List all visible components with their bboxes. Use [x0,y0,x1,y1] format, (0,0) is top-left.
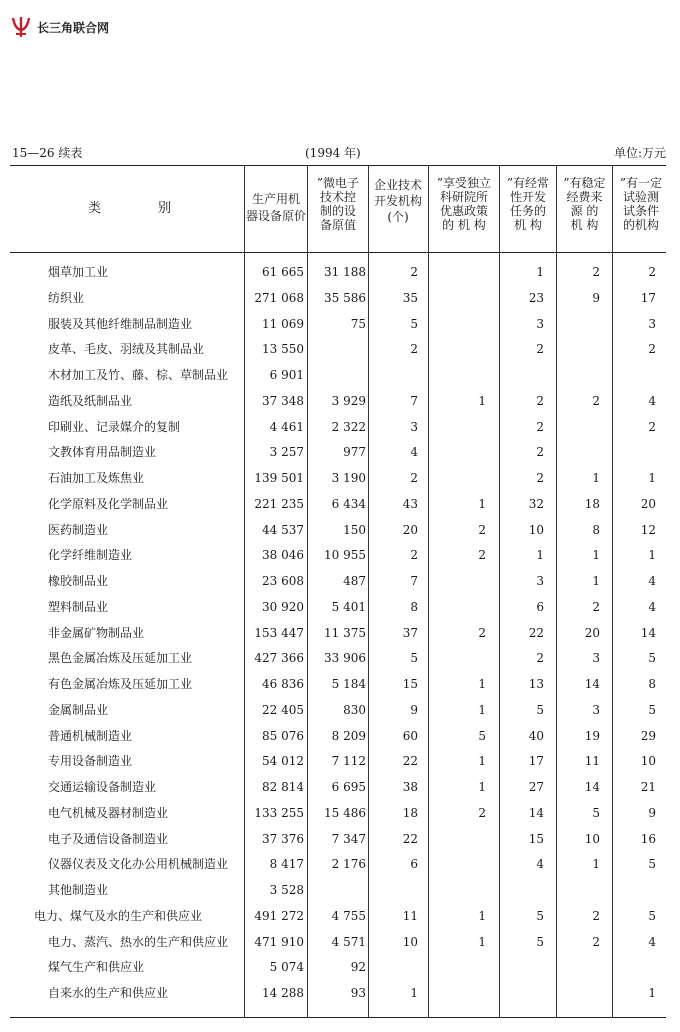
cell-rnd-institutions: 11 [402,908,418,923]
cell-regular-development-count: 2 [536,342,544,357]
cell-stable-funding-count: 2 [592,265,600,279]
cell-testing-conditions-count: 5 [648,702,656,717]
cell-regular-development-count: 2 [536,471,544,485]
table-row [0,440,680,464]
table-row [0,672,680,696]
cell-microelectronic-value: 93 [350,986,366,1000]
cell-regular-development-count: 2 [536,419,544,434]
table-row [0,389,680,413]
cell-testing-conditions-count: 3 [648,316,656,331]
cell-preferential-policy-count: 1 [478,702,486,717]
row-category-name: 服装及其他纤维制品制造业 [48,316,193,331]
table-row [0,415,680,439]
cell-preferential-policy-count [428,827,486,851]
cell-equipment-value: 471 910 [254,934,304,949]
cell-rnd-institutions: 3 [410,419,418,434]
cell-regular-development-count: 32 [528,496,544,511]
table-row [0,492,680,516]
cell-equipment-value: 133 255 [254,805,304,820]
cell-regular-development-count: 15 [528,831,544,846]
cell-rnd-institutions: 22 [402,754,418,769]
row-category-name: 橡胶制品业 [48,574,109,588]
cell-testing-conditions-count: 8 [648,677,656,691]
cell-stable-funding-count: 10 [584,831,600,846]
row-category-name: 木材加工及竹、藤、棕、草制品业 [48,368,229,382]
cell-microelectronic-value [309,363,366,387]
cell-stable-funding-count: 8 [592,522,600,537]
cell-preferential-policy-count [428,981,486,1005]
cell-microelectronic-value: 31 188 [324,265,366,279]
cell-stable-funding-count [556,415,600,439]
cell-preferential-policy-count [428,286,486,310]
cell-microelectronic-value: 4 755 [331,908,366,923]
header-rnd-institutions: 企业技术 开发机构 (个) [373,178,422,224]
cell-preferential-policy-count [428,260,486,284]
cell-stable-funding-count: 1 [592,857,600,872]
cell-preferential-policy-count [428,337,486,361]
cell-stable-funding-count: 1 [592,548,600,563]
cell-regular-development-count: 13 [528,677,544,691]
cell-stable-funding-count: 18 [584,496,600,511]
cell-rnd-institutions: 38 [402,780,418,794]
cell-testing-conditions-count: 4 [648,574,656,588]
cell-equipment-value: 14 288 [262,986,304,1000]
cell-stable-funding-count: 11 [584,754,600,769]
table-row [0,569,680,593]
cell-rnd-institutions: 4 [410,445,418,460]
cell-regular-development-count [498,363,544,387]
cell-equipment-value: 271 068 [254,290,304,305]
cell-rnd-institutions: 8 [410,599,418,614]
cell-testing-conditions-count [614,363,656,387]
cell-preferential-policy-count: 1 [478,908,486,923]
table-row [0,904,680,928]
header-regular-development: ”有经常 性开发 任务的 机 构 [506,176,550,232]
cell-stable-funding-count: 3 [592,651,600,666]
cell-microelectronic-value: 5 401 [331,599,366,614]
cell-rnd-institutions: 2 [410,342,418,357]
cell-equipment-value: 22 405 [262,702,304,717]
row-category-name: 医药制造业 [48,522,109,537]
cell-microelectronic-value: 7 347 [331,831,366,846]
cell-rnd-institutions: 2 [410,265,418,279]
cell-stable-funding-count [556,312,600,336]
cell-microelectronic-value: 35 586 [324,290,366,305]
table-row [0,749,680,773]
cell-rnd-institutions: 7 [410,574,418,588]
cell-rnd-institutions [370,363,418,387]
row-category-name: 造纸及纸制品业 [48,393,133,408]
cell-preferential-policy-count: 2 [478,548,486,563]
cell-regular-development-count: 1 [536,265,544,279]
cell-preferential-policy-count [428,466,486,490]
cell-regular-development-count: 40 [528,728,544,743]
cell-rnd-institutions: 18 [402,805,418,820]
table-row [0,775,680,799]
row-category-name: 交通运输设备制造业 [48,780,157,794]
cell-rnd-institutions: 2 [410,548,418,563]
cell-microelectronic-value: 10 955 [324,548,366,563]
cell-microelectronic-value: 6 434 [331,496,366,511]
cell-stable-funding-count [556,981,600,1005]
cell-rnd-institutions [370,955,418,979]
table-row [0,337,680,361]
cell-testing-conditions-count: 14 [640,625,656,640]
cell-testing-conditions-count: 5 [648,857,656,872]
row-category-name: 非金属矿物制品业 [48,625,145,640]
cell-regular-development-count: 10 [528,522,544,537]
cell-regular-development-count [498,981,544,1005]
cell-testing-conditions-count [614,955,656,979]
row-category-name: 煤气生产和供应业 [48,960,145,975]
table-number: 15—26 续表 [12,146,83,160]
cell-preferential-policy-count [428,440,486,464]
cell-testing-conditions-count: 5 [648,651,656,666]
cell-equipment-value: 54 012 [262,754,304,769]
cell-equipment-value: 427 366 [254,651,304,666]
cell-rnd-institutions: 22 [402,831,418,846]
cell-microelectronic-value: 11 375 [324,625,366,640]
cell-rnd-institutions: 6 [410,857,418,872]
table-row [0,801,680,825]
cell-preferential-policy-count: 2 [478,625,486,640]
cell-microelectronic-value [309,878,366,902]
cell-rnd-institutions: 7 [410,393,418,408]
table-row [0,286,680,310]
row-category-name: 电力、煤气及水的生产和供应业 [34,908,203,923]
table-top-rule [10,165,666,166]
cell-microelectronic-value: 33 906 [324,651,366,666]
cell-rnd-institutions: 20 [402,522,418,537]
cell-equipment-value: 3 257 [269,445,304,460]
cell-equipment-value: 61 665 [262,265,304,279]
cell-regular-development-count: 2 [536,393,544,408]
cell-stable-funding-count: 14 [584,780,600,794]
cell-equipment-value: 6 901 [269,368,304,382]
table-row [0,724,680,748]
cell-equipment-value: 5 074 [269,960,304,975]
cell-microelectronic-value: 2 322 [331,419,366,434]
cell-microelectronic-value: 15 486 [324,805,366,820]
cell-stable-funding-count: 2 [592,908,600,923]
cell-stable-funding-count: 2 [592,934,600,949]
table-row [0,260,680,284]
cell-stable-funding-count [556,878,600,902]
cell-rnd-institutions: 5 [410,651,418,666]
cell-preferential-policy-count [428,595,486,619]
cell-microelectronic-value: 8 209 [331,728,366,743]
cell-stable-funding-count [556,363,600,387]
cell-preferential-policy-count: 1 [478,754,486,769]
cell-regular-development-count: 5 [536,934,544,949]
table-row [0,930,680,954]
row-category-name: 文教体育用品制造业 [48,445,157,460]
cell-regular-development-count: 2 [536,651,544,666]
cell-preferential-policy-count [428,852,486,876]
cell-regular-development-count: 1 [536,548,544,563]
cell-microelectronic-value: 75 [350,316,366,331]
table-year: (1994 年) [305,146,361,160]
cell-preferential-policy-count: 1 [478,393,486,408]
cell-testing-conditions-count: 10 [640,754,656,769]
cell-rnd-institutions: 9 [410,702,418,717]
cell-testing-conditions-count: 4 [648,934,656,949]
row-category-name: 自来水的生产和供应业 [48,986,169,1000]
cell-microelectronic-value: 3 929 [331,393,366,408]
cell-microelectronic-value: 4 571 [331,934,366,949]
cell-stable-funding-count: 14 [584,677,600,691]
table-row [0,981,680,1005]
cell-testing-conditions-count: 1 [648,986,656,1000]
cell-equipment-value: 38 046 [262,548,304,563]
table-row [0,621,680,645]
cell-regular-development-count: 3 [536,574,544,588]
cell-rnd-institutions: 15 [402,677,418,691]
cell-equipment-value: 13 550 [262,342,304,357]
cell-stable-funding-count [556,337,600,361]
table-row [0,543,680,567]
table-row [0,878,680,902]
cell-equipment-value: 23 608 [262,574,304,588]
cell-equipment-value: 85 076 [262,728,304,743]
cell-microelectronic-value: 2 176 [331,857,366,872]
row-category-name: 塑料制品业 [48,599,109,614]
row-category-name: 专用设备制造业 [48,754,133,769]
cell-testing-conditions-count: 5 [648,908,656,923]
row-category-name: 电子及通信设备制造业 [48,831,169,846]
cell-testing-conditions-count: 4 [648,393,656,408]
row-category-name: 纺织业 [48,290,85,305]
cell-regular-development-count: 5 [536,908,544,923]
row-category-name: 其他制造业 [48,883,109,897]
cell-testing-conditions-count: 1 [648,548,656,563]
cell-regular-development-count [498,878,544,902]
cell-stable-funding-count [556,955,600,979]
cell-equipment-value: 221 235 [254,496,304,511]
cell-preferential-policy-count: 1 [478,496,486,511]
table-row [0,518,680,542]
table-row [0,955,680,979]
cell-equipment-value: 3 528 [269,883,304,897]
table-row [0,363,680,387]
cell-regular-development-count: 4 [536,857,544,872]
cell-regular-development-count: 2 [536,445,544,460]
cell-microelectronic-value: 3 190 [331,471,366,485]
site-logo [10,14,109,40]
cell-preferential-policy-count: 1 [478,934,486,949]
cell-regular-development-count: 17 [528,754,544,769]
cell-stable-funding-count: 19 [584,728,600,743]
table-row [0,852,680,876]
row-category-name: 石油加工及炼焦业 [48,471,145,485]
cell-equipment-value: 491 272 [254,908,304,923]
row-category-name: 皮革、毛皮、羽绒及其制品业 [48,342,205,357]
cell-rnd-institutions [370,878,418,902]
cell-testing-conditions-count: 12 [640,522,656,537]
cell-microelectronic-value: 6 695 [331,780,366,794]
cell-equipment-value: 82 814 [262,780,304,794]
cell-equipment-value: 11 069 [262,316,304,331]
cell-preferential-policy-count [428,569,486,593]
cell-preferential-policy-count [428,415,486,439]
cell-regular-development-count: 14 [528,805,544,820]
cell-microelectronic-value: 487 [343,574,366,588]
cell-equipment-value: 30 920 [262,599,304,614]
logo-mark-icon [10,15,32,39]
cell-rnd-institutions: 37 [402,625,418,640]
cell-testing-conditions-count [614,878,656,902]
row-category-name: 黑色金属冶炼及压延加工业 [48,651,193,666]
header-microelectronic-value: ”微电子 技术控 制的设 备原值 [316,176,360,232]
cell-stable-funding-count: 1 [592,574,600,588]
table-row [0,698,680,722]
cell-preferential-policy-count [428,312,486,336]
cell-stable-funding-count [556,440,600,464]
cell-stable-funding-count: 2 [592,599,600,614]
cell-rnd-institutions: 10 [402,934,418,949]
table-row [0,646,680,670]
cell-preferential-policy-count [428,646,486,670]
table-unit: 单位:万元 [613,146,666,160]
cell-regular-development-count: 23 [528,290,544,305]
row-category-name: 电气机械及器材制造业 [48,805,169,820]
cell-stable-funding-count: 5 [592,805,600,820]
cell-testing-conditions-count: 2 [648,419,656,434]
cell-testing-conditions-count: 1 [648,471,656,485]
cell-preferential-policy-count: 1 [478,780,486,794]
row-category-name: 化学原料及化学制品业 [48,496,169,511]
row-category-name: 电力、蒸汽、热水的生产和供应业 [48,934,229,949]
cell-regular-development-count: 22 [528,625,544,640]
logo-text: 长三角联合网 [37,20,110,35]
cell-equipment-value: 37 348 [262,393,304,408]
cell-preferential-policy-count [428,363,486,387]
cell-equipment-value: 4 461 [269,419,304,434]
cell-microelectronic-value: 7 112 [331,754,366,769]
cell-equipment-value: 44 537 [262,522,304,537]
cell-stable-funding-count: 20 [584,625,600,640]
cell-rnd-institutions: 35 [402,290,418,305]
table-bottom-rule [10,1017,666,1018]
cell-testing-conditions-count: 4 [648,599,656,614]
header-preferential-policy: ”享受独立 科研院所 优惠政策 的 机 构 [436,176,492,232]
cell-preferential-policy-count: 2 [478,805,486,820]
cell-testing-conditions-count: 2 [648,342,656,357]
table-row [0,595,680,619]
row-category-name: 仪器仪表及文化办公用机械制造业 [48,857,229,872]
cell-microelectronic-value: 830 [343,702,366,717]
cell-equipment-value: 139 501 [254,471,304,485]
cell-stable-funding-count: 3 [592,702,600,717]
cell-rnd-institutions: 2 [410,471,418,485]
cell-regular-development-count [498,955,544,979]
row-category-name: 金属制品业 [48,702,109,717]
header-stable-funding: ”有稳定 经费来 源 的 机 构 [563,176,606,232]
cell-rnd-institutions: 43 [402,496,418,511]
cell-microelectronic-value: 92 [350,960,366,975]
cell-equipment-value: 153 447 [254,625,304,640]
cell-rnd-institutions: 5 [410,316,418,331]
cell-testing-conditions-count [614,440,656,464]
cell-testing-conditions-count: 16 [640,831,656,846]
cell-preferential-policy-count [428,955,486,979]
row-category-name: 烟草加工业 [48,265,109,279]
header-category: 类 别 [87,201,172,216]
cell-testing-conditions-count: 21 [640,780,656,794]
cell-preferential-policy-count: 5 [478,728,486,743]
cell-regular-development-count: 6 [536,599,544,614]
header-bottom-rule [10,252,666,253]
cell-testing-conditions-count: 20 [640,496,656,511]
cell-testing-conditions-count: 9 [648,805,656,820]
cell-testing-conditions-count: 17 [640,290,656,305]
cell-testing-conditions-count: 29 [640,728,656,743]
row-category-name: 印刷业、记录媒介的复制 [48,419,181,434]
cell-equipment-value: 37 376 [262,831,304,846]
cell-microelectronic-value [309,337,366,361]
cell-microelectronic-value: 977 [343,445,366,460]
cell-rnd-institutions: 60 [402,728,418,743]
cell-testing-conditions-count: 2 [648,265,656,279]
cell-equipment-value: 8 417 [269,857,304,872]
table-row [0,312,680,336]
cell-stable-funding-count: 2 [592,393,600,408]
cell-equipment-value: 46 836 [262,677,304,691]
header-equipment-value: 生产用机 器设备原价 [246,192,307,223]
cell-microelectronic-value: 150 [343,522,366,537]
row-category-name: 化学纤维制造业 [48,548,133,563]
cell-rnd-institutions: 1 [410,986,418,1000]
table-row [0,827,680,851]
cell-regular-development-count: 5 [536,702,544,717]
cell-preferential-policy-count: 1 [478,677,486,691]
cell-stable-funding-count: 9 [592,290,600,305]
header-testing-conditions: ”有一定 试验测 试条件 的机构 [619,176,663,232]
cell-stable-funding-count: 1 [592,471,600,485]
cell-regular-development-count: 27 [528,780,544,794]
row-category-name: 有色金属冶炼及压延加工业 [48,677,193,691]
cell-regular-development-count: 3 [536,316,544,331]
table-row [0,466,680,490]
cell-preferential-policy-count [428,878,486,902]
cell-microelectronic-value: 5 184 [331,677,366,691]
cell-preferential-policy-count: 2 [478,522,486,537]
row-category-name: 普通机械制造业 [48,728,133,743]
